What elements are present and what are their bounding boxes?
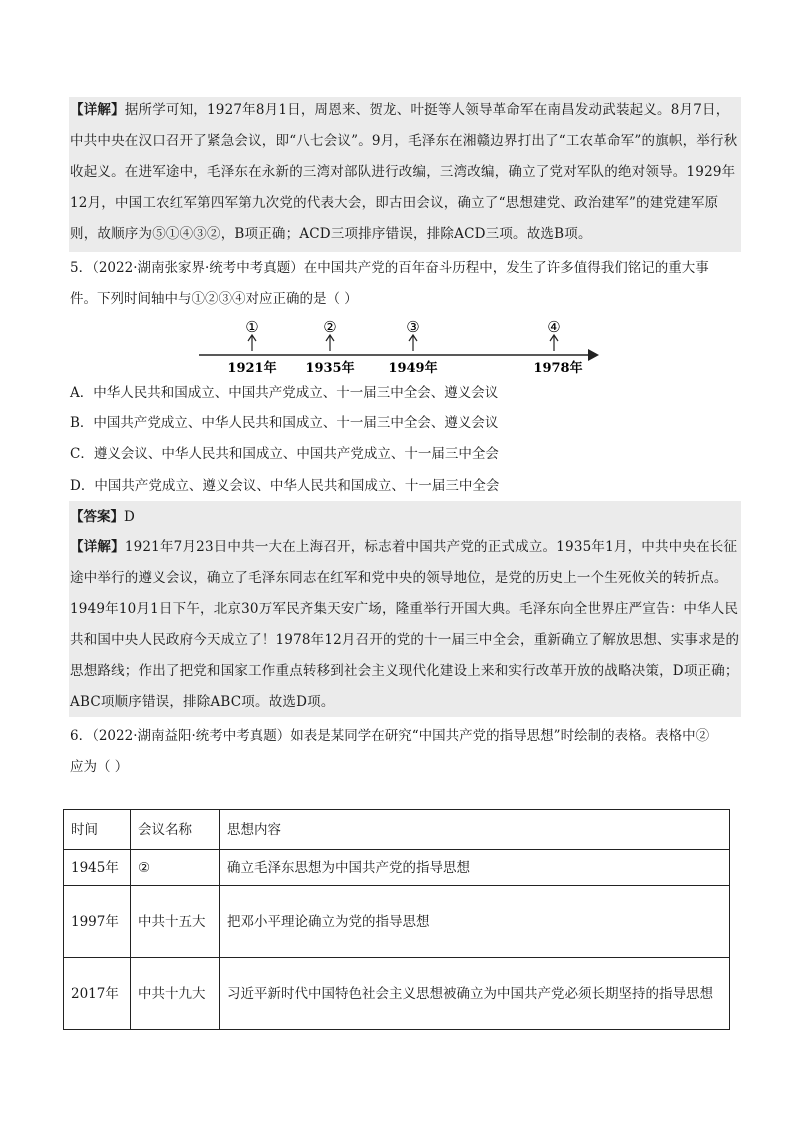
table-cell: 中共十九大 <box>131 958 220 1030</box>
timeline-symbol: ① <box>245 318 259 336</box>
q5-detail <box>70 532 742 718</box>
timeline-mark-3 <box>388 318 437 376</box>
detail-text: 1921年7月23日中共一大在上海召开，标志着中国共产党的正式成立。1935年1月，中共中央在长征途中举行的遵义会议，确立了毛泽东同志在红军和党中央的领导地位，是党的历史上一个生死攸关的转折点。1949年10月1日下午，北京30万军民齐集天安广场，隆重举行开国大典。毛泽东向全世界庄严宣告：中华人民共和国中央人民政府今天成立了！1978年12月召开的党的十一届三中全会，重新确立了解放思想、实事求是的思想路线；作出了把党和国家工作重点转移到社会主义现代化建设上来和实行改革开放的战略决策，D项正确；ABC项顺序错误，排除ABC项。故选D项。 <box>70 539 740 710</box>
table-row <box>64 886 730 958</box>
table-cell: 1997年 <box>64 886 131 958</box>
timeline-year: 1935年 <box>305 361 355 376</box>
timeline-symbol: ② <box>323 318 337 336</box>
q5-answer <box>70 507 135 527</box>
table-cell: 习近平新时代中国特色社会主义思想被确立为中国共产党必须长期坚持的指导思想 <box>220 958 730 1030</box>
table-row <box>64 850 730 886</box>
timeline-symbol: ③ <box>406 318 420 336</box>
table-header: 会议名称 <box>131 810 220 850</box>
table-cell: ② <box>131 850 220 886</box>
timeline-mark-1 <box>227 318 276 376</box>
timeline-mark-2 <box>305 318 354 376</box>
table-cell: 确立毛泽东思想为中国共产党的指导思想 <box>220 850 730 886</box>
q5-option-b: B．中国共产党成立、中华人民共和国成立、十一届三中全会、遵义会议 <box>70 415 499 431</box>
timeline-mark-4 <box>533 318 582 376</box>
timeline-year: 1978年 <box>533 361 583 376</box>
q5-option-c: C．遵义会议、中华人民共和国成立、中国共产党成立、十一届三中全会 <box>70 446 499 462</box>
timeline-year: 1921年 <box>227 361 277 376</box>
table-header: 时间 <box>64 810 131 850</box>
answer-label: 【答案】 <box>70 509 124 525</box>
table-cell: 把邓小平理论确立为党的指导思想 <box>220 886 730 958</box>
guiding-thought-table <box>63 809 730 1030</box>
table-cell: 2017年 <box>64 958 131 1030</box>
q5-option-d: D．中国共产党成立、遵义会议、中华人民共和国成立、十一届三中全会 <box>70 478 500 494</box>
answer-value: D <box>124 509 135 525</box>
q6-stem-line2: 应为（ ） <box>70 759 129 775</box>
timeline-arrowhead <box>588 349 599 361</box>
table-cell: 1945年 <box>64 850 131 886</box>
q5-stem-line1: 5．（2022·湖南张家界·统考中考真题）在中国共产党的百年奋斗历程中，发生了许多值得我们铭记的重大事 <box>70 260 709 276</box>
table-header-row <box>64 810 730 850</box>
q5-option-a: A．中华人民共和国成立、中国共产党成立、十一届三中全会、遵义会议 <box>70 385 499 401</box>
table-cell: 中共十五大 <box>131 886 220 958</box>
detail-text: 据所学可知，1927年8月1日，周恩来、贺龙、叶挺等人领导革命军在南昌发动武装起义。8月7日，中共中央在汉口召开了紧急会议，即“八七会议”。9月，毛泽东在湘赣边界打出了“工农革命军”的旗帜，举行秋收起义。在进军途中，毛泽东在永新的三湾对部队进行改编，三湾改编，确立了党对军队的绝对领导。1929年12月，中国工农红军第四军第九次党的代表大会，即古田会议，确立了“思想建党、政治建军”的建党建军原则，故顺序为⑤①④③②，B项正确；ACD三项排序错误，排除ACD三项。故选B项。 <box>70 102 738 242</box>
q6-stem-line1: 6．（2022·湖南益阳·统考中考真题）如表是某同学在研究“中国共产党的指导思想”时绘制的表格。表格中② <box>70 728 710 744</box>
table-row <box>64 958 730 1030</box>
timeline-symbol: ④ <box>547 318 561 336</box>
detail-label: 【详解】 <box>70 102 125 118</box>
q5-stem-line2: 件。下列时间轴中与①②③④对应正确的是（ ） <box>70 291 358 307</box>
timeline-year: 1949年 <box>388 361 438 376</box>
detail-label: 【详解】 <box>70 539 125 555</box>
table-header: 思想内容 <box>220 810 730 850</box>
